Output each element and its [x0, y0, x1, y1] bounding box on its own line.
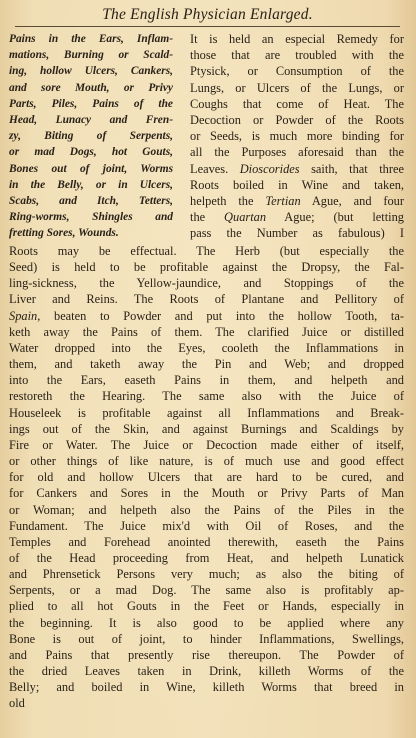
text-line: ings out of the Skin, and against Burnings and Scaldings by	[9, 421, 404, 436]
text-run: helpeth the	[190, 194, 266, 209]
text-line: Water dropped into the Eyes, cooleth the Inflammations in	[9, 340, 404, 355]
text-line: into the Ears, easeth Pains in them, and helpeth and	[9, 373, 404, 388]
text-run: the	[190, 210, 225, 225]
text-line: or Seeds, is much more binding for	[190, 129, 404, 144]
text-line: all the Purposes aforesaid than the	[190, 145, 404, 160]
text-line: pass the Number as fabulous) I	[190, 226, 404, 241]
text-line: or Woman; and helpeth also the Pains of the Piles in the	[9, 502, 404, 517]
margin-line: fretting Sores, Wounds.	[9, 227, 119, 240]
text-line: for old and hollow Ulcers that are hard to be cured, and	[9, 470, 404, 485]
italic-run: Dioscorides	[239, 161, 300, 176]
margin-line: Head, Lunacy and Fren-	[9, 114, 173, 127]
text-line	[190, 161, 404, 177]
text-line: Ptysick, or Consumption of the	[190, 64, 404, 79]
text-run: Ague; (but letting	[266, 210, 404, 225]
margin-line: Pains in the Ears, Inflam-	[9, 33, 173, 45]
text-line: plied to all hot Gouts in the Feet or Hands, especially in	[9, 599, 404, 614]
text-line: them, and taketh away the Pin and Web; and dropped	[9, 357, 404, 372]
margin-line: Parts, Piles, Pains of the	[9, 97, 173, 110]
running-head: The English Physician Enlarged.	[15, 6, 400, 27]
text-line: for Cankers and Sores in the Mouth or Privy Parts of Man	[9, 486, 404, 501]
text-line: Fire or Water. The Juice or Decoction made either of itself,	[9, 437, 404, 452]
main-body-text	[9, 243, 404, 712]
text-line: Belly; and boiled in Wine, killeth Worms that breed in	[9, 680, 404, 695]
text-run: , beaten to Powder and put into the hollow Tooth, ta-	[37, 308, 404, 323]
text-line: It is held an especial Remedy for	[190, 32, 404, 46]
text-line: or other things of like nature, is of much use and good effect	[9, 454, 404, 469]
text-line: of the Head proceeding from Heat, and helpeth Lunatick	[9, 550, 404, 565]
text-run: Leaves.	[190, 161, 240, 176]
margin-line: Ring-worms, Shingles and	[9, 211, 173, 224]
margin-line: or mad Dogs, hot Gouts,	[9, 146, 173, 159]
right-column-text	[190, 31, 404, 243]
text-line: and Pains that presently rise thereupon. The Powder of	[9, 647, 404, 662]
text-line: Temples and Forehead anointed therewith, easeth the Pains	[9, 534, 404, 549]
margin-line: in the Belly, or in Ulcers,	[9, 178, 173, 191]
italic-run: Spain	[9, 308, 38, 323]
margin-line: zy, Biting of Serpents,	[9, 130, 173, 143]
italic-run: Quartan	[224, 210, 267, 225]
text-line: Fundament. The Juice mix'd with Oil of Roses, and the	[9, 518, 404, 533]
text-line: Roots may be effectual. The Herb (but especially the	[9, 244, 404, 258]
text-line: and Phrensetick Persons very much; as also the biting of	[9, 567, 404, 582]
text-line: restoreth the Hearing. The same also with the Juice of	[9, 389, 404, 404]
virtues-margin-list	[9, 31, 173, 243]
text-run: Ague, and four	[300, 194, 404, 209]
margin-line: Scabs, and Itch, Tetters,	[9, 195, 173, 208]
text-line: Decoction or Powder of the Roots	[190, 113, 404, 128]
text-line: keth away the Pains of them. The clarified Juice or distilled	[9, 324, 404, 339]
margin-line: Bones out of joint, Worms	[9, 162, 173, 175]
text-line: Coughs that come of Heat. The	[190, 96, 404, 111]
margin-line: and sore Mouth, or Privy	[9, 81, 173, 94]
text-line: Liver and Reins. The Roots of Plantane and Pellitory of	[9, 292, 404, 307]
text-line: the dried Leaves taken in Drink, killeth Worms of the	[9, 664, 404, 679]
margin-line: ing, hollow Ulcers, Cankers,	[9, 65, 173, 78]
text-line: ling-sickness, the Yellow-jaundice, and Stoppings of the	[9, 276, 404, 291]
text-line: those that are troubled with the	[190, 48, 404, 63]
text-line	[9, 308, 404, 324]
text-line	[190, 193, 404, 209]
text-line: Houseleek is profitable against all Inflammations and Break-	[9, 405, 404, 420]
text-line: the beginning. It is also good to be applied where any	[9, 615, 404, 630]
text-line: Bone is out of joint, to hinder Inflammations, Swellings,	[9, 631, 404, 646]
margin-line: mations, Burning or Scald-	[9, 49, 173, 62]
text-run: saith, that three	[299, 161, 404, 176]
text-line: Roots boiled in Wine and taken,	[190, 177, 404, 192]
italic-run: Tertian	[265, 194, 301, 209]
text-line: old	[9, 696, 25, 711]
text-line	[190, 209, 404, 225]
two-column-section	[9, 31, 404, 243]
text-line: Serpents, or a mad Dog. The same also is profitably ap-	[9, 583, 404, 598]
text-line: Seed) is held to be profitable against the Dropsy, the Fal-	[9, 260, 404, 275]
text-line: Lungs, or Ulcers of the Lungs, or	[190, 80, 404, 95]
